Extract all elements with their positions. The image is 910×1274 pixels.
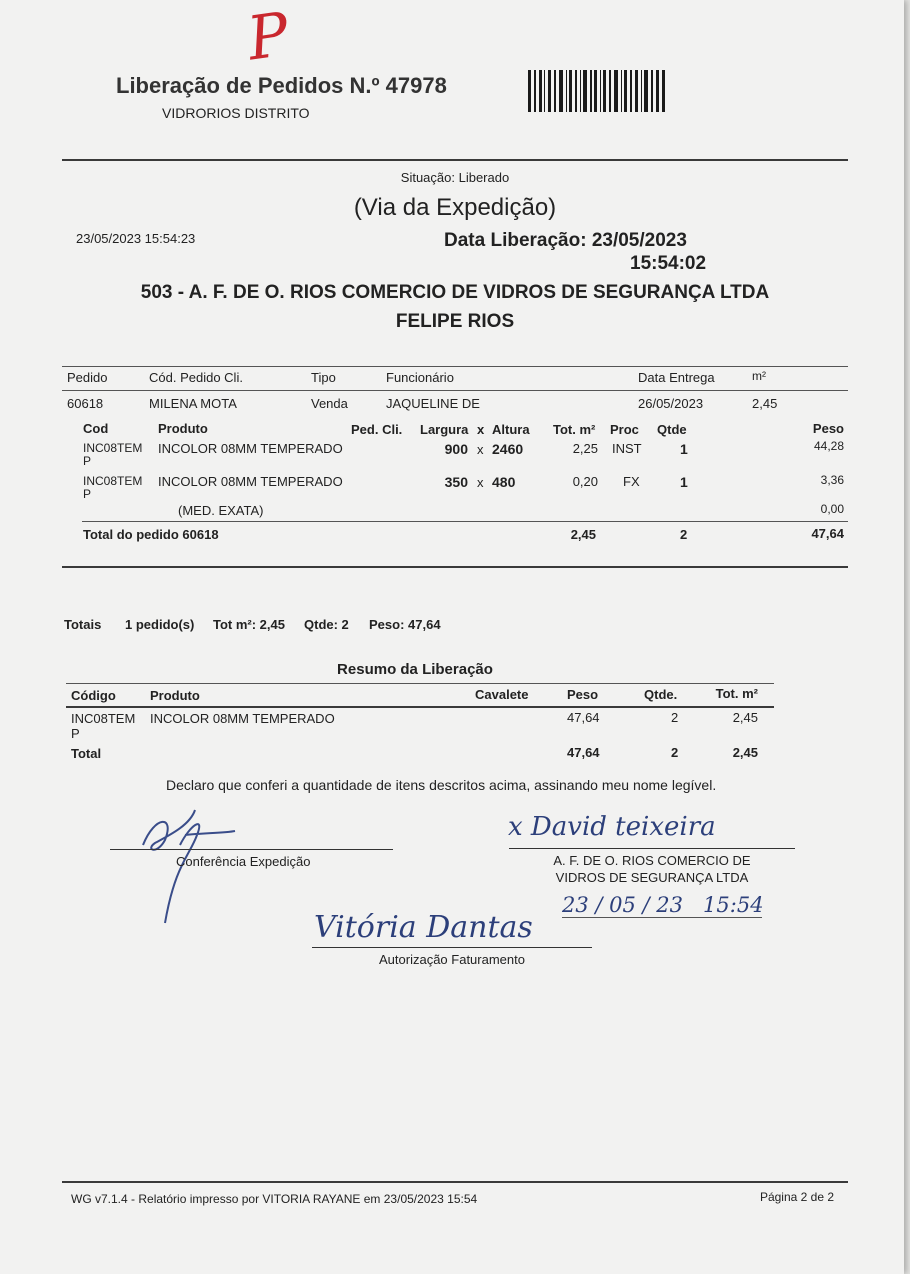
summary-header-rule bbox=[66, 706, 774, 708]
totals-m2: Tot m²: 2,45 bbox=[213, 617, 285, 632]
page-title: Liberação de Pedidos N.º 47978 bbox=[116, 73, 447, 98]
order-header-top-rule bbox=[62, 366, 848, 367]
measure-note-weight: 0,00 bbox=[820, 502, 844, 516]
order-delivery-date: 26/05/2023 bbox=[638, 396, 704, 411]
items-col-produto: Produto bbox=[158, 421, 208, 436]
col-funcionario: Funcionário bbox=[386, 370, 454, 385]
order-section-divider bbox=[62, 566, 848, 568]
item-x: x bbox=[477, 442, 484, 457]
item-tot-m2: 0,20 bbox=[572, 474, 598, 489]
handwritten-date-underline bbox=[562, 917, 762, 918]
order-type: Venda bbox=[311, 396, 348, 411]
col-tipo: Tipo bbox=[311, 370, 336, 385]
order-header-bottom-rule bbox=[62, 390, 848, 391]
client-line: 503 - A. F. DE O. RIOS COMERCIO DE VIDROS DE SEGURANÇA LTDA bbox=[140, 282, 770, 303]
summary-total-m2: 2,45 bbox=[732, 745, 758, 760]
item-code: INC08TEM bbox=[83, 441, 143, 455]
item-code-cont: P bbox=[83, 487, 92, 501]
items-col-ped-cli: Ped. Cli. bbox=[351, 422, 403, 437]
customer-name-line-2: VIDROS DE SEGURANÇA LTDA bbox=[555, 870, 749, 885]
customer-signature: x David teixeira bbox=[508, 812, 716, 842]
item-product: INCOLOR 08MM TEMPERADO bbox=[158, 474, 343, 489]
order-total-weight: 47,64 bbox=[811, 526, 844, 541]
summary-col-cavalete: Cavalete bbox=[475, 687, 529, 702]
summary-row-m2: 2,45 bbox=[732, 710, 758, 725]
via-label: (Via da Expedição) bbox=[353, 194, 557, 221]
totals-qtde: Qtde: 2 bbox=[304, 617, 349, 632]
barcode-icon bbox=[528, 70, 668, 112]
item-width: 350 bbox=[444, 474, 468, 490]
footer-divider bbox=[62, 1181, 848, 1183]
conference-label: Conferência Expedição bbox=[176, 854, 311, 869]
client-contact: FELIPE RIOS bbox=[395, 311, 515, 332]
summary-row-qtde: 2 bbox=[671, 710, 679, 725]
item-code: INC08TEM bbox=[83, 474, 143, 488]
order-total-m2: 2,45 bbox=[570, 527, 596, 542]
billing-signature: Vitória Dantas bbox=[314, 910, 533, 945]
order-total-qtde: 2 bbox=[680, 527, 688, 542]
item-product: INCOLOR 08MM TEMPERADO bbox=[158, 441, 343, 456]
totals-orders: 1 pedido(s) bbox=[125, 617, 195, 632]
summary-col-peso: Peso bbox=[567, 687, 599, 702]
order-client-code: MILENA MOTA bbox=[149, 396, 237, 411]
item-proc: FX bbox=[623, 474, 640, 489]
order-m2: 2,45 bbox=[752, 396, 778, 411]
item-code-cont: P bbox=[83, 454, 92, 468]
col-m2: m² bbox=[752, 369, 766, 383]
summary-top-rule bbox=[66, 683, 774, 684]
item-x: x bbox=[477, 475, 484, 490]
summary-col-produto: Produto bbox=[150, 688, 200, 703]
declaration-text: Declaro que conferi a quantidade de itens descritos acima, assinando meu nome legível. bbox=[166, 777, 717, 793]
item-proc: INST bbox=[612, 441, 642, 456]
footer-page-number: Página 2 de 2 bbox=[759, 1190, 834, 1204]
totals-label: Totais bbox=[64, 617, 102, 632]
summary-total-qtde: 2 bbox=[671, 745, 679, 760]
items-col-x: x bbox=[477, 422, 485, 437]
measure-note: (MED. EXATA) bbox=[178, 503, 264, 518]
billing-label: Autorização Faturamento bbox=[379, 952, 525, 967]
release-time: 15:54:02 bbox=[630, 253, 707, 274]
order-number: 60618 bbox=[67, 396, 104, 411]
item-width: 900 bbox=[444, 441, 468, 457]
totals-weight: Peso: 47,64 bbox=[369, 617, 441, 632]
release-date: Data Liberação: 23/05/2023 bbox=[444, 230, 687, 251]
items-col-peso: Peso bbox=[812, 421, 844, 436]
customer-name-line-1: A. F. DE O. RIOS COMERCIO DE bbox=[553, 853, 751, 868]
item-qtde: 1 bbox=[680, 441, 688, 457]
conference-signature-line bbox=[110, 849, 393, 850]
items-col-qtde: Qtde bbox=[657, 422, 687, 437]
item-weight: 44,28 bbox=[813, 439, 844, 453]
summary-total-label: Total bbox=[71, 746, 102, 761]
item-tot-m2: 2,25 bbox=[572, 441, 598, 456]
item-height: 2460 bbox=[492, 441, 524, 457]
order-total-rule bbox=[82, 521, 848, 522]
company-name: VIDRORIOS DISTRITO bbox=[162, 105, 310, 121]
billing-signature-line bbox=[312, 947, 592, 948]
customer-signature-line bbox=[509, 848, 795, 849]
items-col-largura: Largura bbox=[420, 422, 469, 437]
summary-title: Resumo da Liberação bbox=[337, 661, 493, 678]
summary-col-qtde: Qtde. bbox=[644, 687, 678, 702]
order-employee: JAQUELINE DE bbox=[386, 396, 480, 411]
item-qtde: 1 bbox=[680, 474, 688, 490]
item-height: 480 bbox=[492, 474, 516, 490]
printed-timestamp: 23/05/2023 15:54:23 bbox=[76, 231, 196, 246]
col-cod-pedido-cli: Cód. Pedido Cli. bbox=[149, 370, 243, 385]
summary-total-weight: 47,64 bbox=[567, 745, 600, 760]
footer-print-info: WG v7.1.4 - Relatório impresso por VITORIA RAYANE em 23/05/2023 15:54 bbox=[71, 1192, 478, 1206]
summary-row-product: INCOLOR 08MM TEMPERADO bbox=[150, 711, 335, 726]
col-data-entrega: Data Entrega bbox=[638, 370, 715, 385]
summary-col-tot-m2: Tot. m² bbox=[715, 686, 758, 701]
item-weight: 3,36 bbox=[820, 473, 844, 487]
handwritten-date: 23 / 05 / 23 15:54 bbox=[562, 893, 764, 917]
header-divider bbox=[62, 159, 848, 161]
items-col-proc: Proc bbox=[610, 422, 639, 437]
items-col-altura: Altura bbox=[492, 422, 530, 437]
order-total-label: Total do pedido 60618 bbox=[83, 527, 219, 542]
summary-row-code: INC08TEM bbox=[71, 711, 136, 726]
summary-col-codigo: Código bbox=[71, 688, 116, 703]
summary-row-code-cont: P bbox=[71, 726, 80, 741]
col-pedido: Pedido bbox=[67, 370, 108, 385]
summary-row-weight: 47,64 bbox=[567, 710, 600, 725]
items-col-tot-m2: Tot. m² bbox=[553, 422, 596, 437]
status-text: Situação: Liberado bbox=[400, 170, 510, 185]
handwritten-mark: P bbox=[243, 0, 294, 75]
items-col-cod: Cod bbox=[83, 421, 109, 436]
